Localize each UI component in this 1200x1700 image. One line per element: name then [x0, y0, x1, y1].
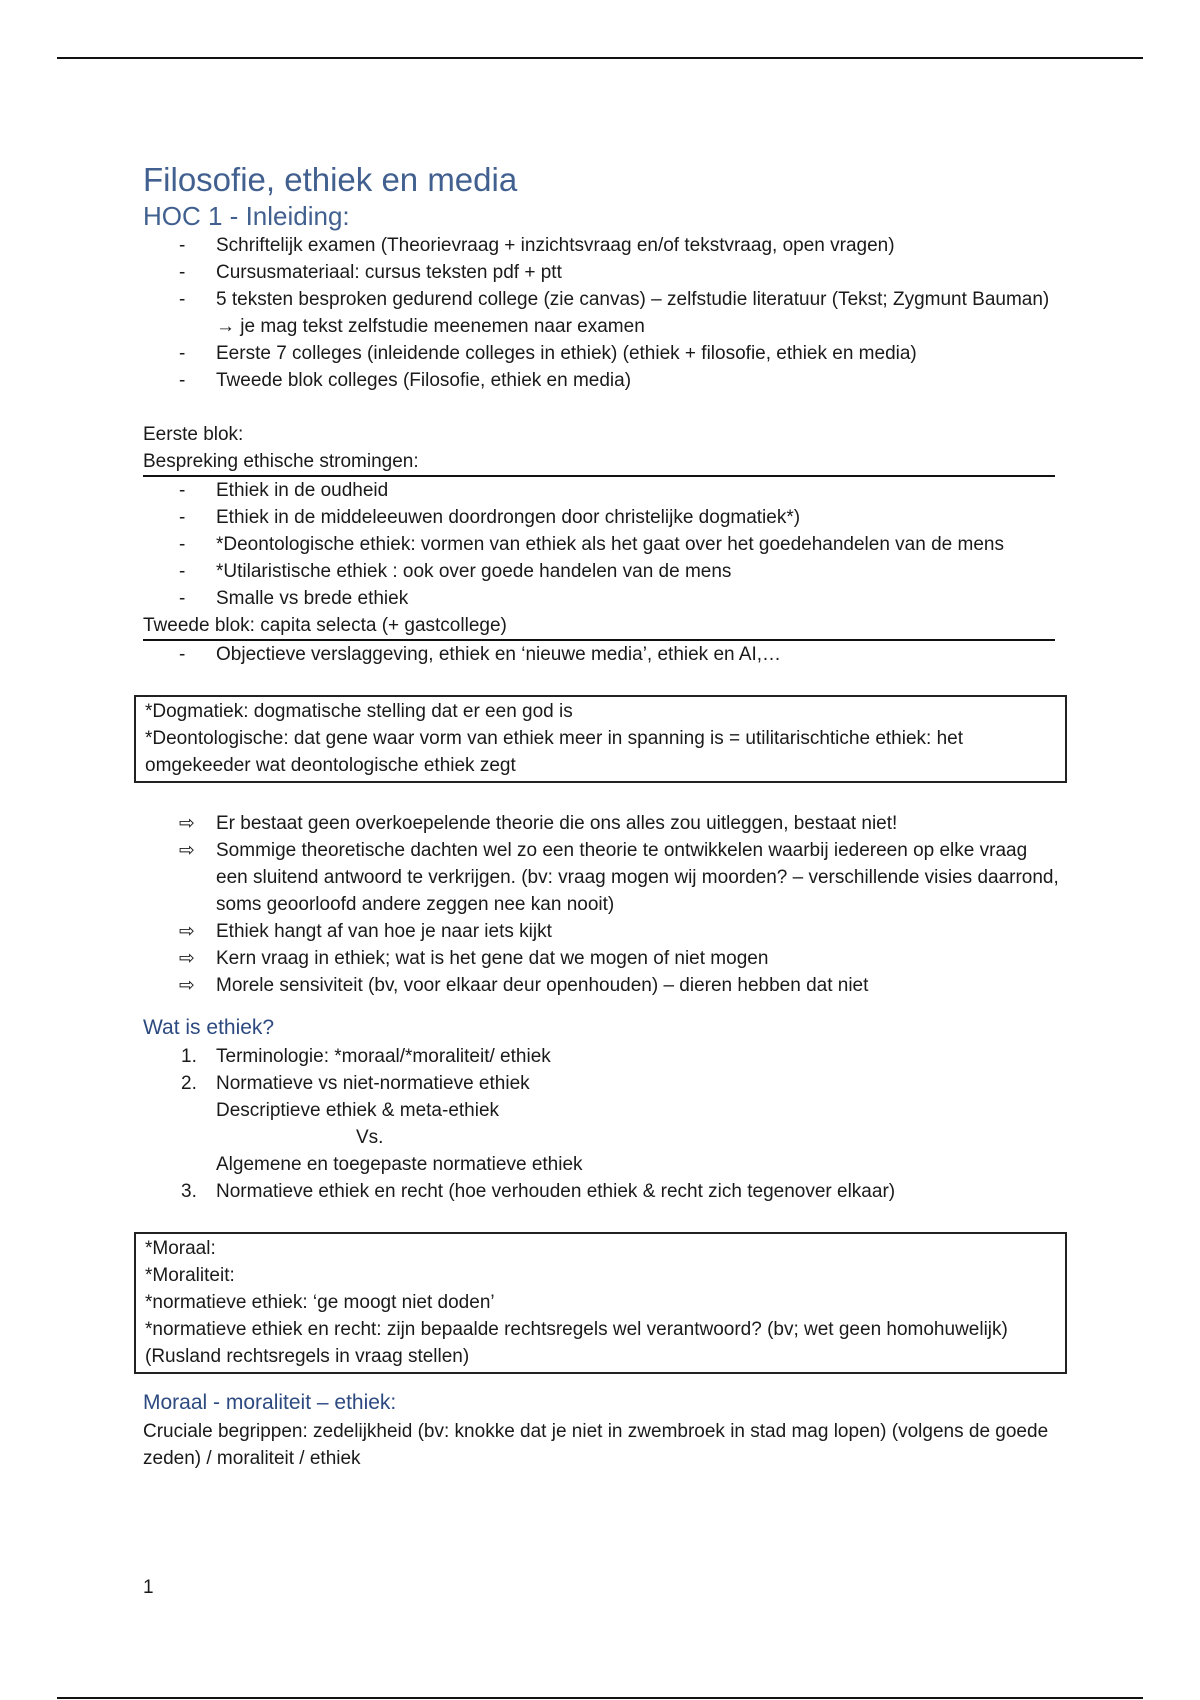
box-line: *Dogmatiek: dogmatische stelling dat er een god is [145, 701, 573, 722]
numbered-list [143, 1043, 1063, 1205]
arrow-icon: ⇨ [179, 813, 195, 834]
dash-marker: - [179, 507, 186, 528]
list-item: - Tweede blok colleges (Filosofie, ethiek en media) [143, 367, 1063, 394]
list-item: - Objectieve verslaggeving, ethiek en ‘nieuwe media’, ethiek en AI,… [143, 641, 1063, 668]
intro-list [143, 232, 1063, 394]
dash-marker: - [179, 262, 186, 283]
arrow-icon: ⇨ [179, 948, 195, 969]
arrow-icon: ⇨ [179, 921, 195, 942]
block1-label: Eerste blok: [143, 424, 244, 445]
list-item: - 5 teksten besproken gedurend college (zie canvas) – zelfstudie literatuur (Tekst; Zygmunt Bauman) → je mag tekst zelfstudie meenemen naar examen [143, 286, 1063, 340]
dash-marker: - [179, 644, 186, 665]
dash-marker: - [179, 370, 186, 391]
moraal-paragraph: Cruciale begrippen: zedelijkheid (bv: knokke dat je niet in zwembroek in stad mag lopen) (volgens de goede zeden) / moraliteit / ethiek [143, 1421, 1049, 1469]
document-title: Filosofie, ethiek en media [143, 161, 518, 198]
dash-marker: - [179, 480, 186, 501]
list-item: 1. Terminologie: *moraal/*moraliteit/ ethiek [143, 1043, 1063, 1070]
dash-marker: - [179, 588, 186, 609]
list-item: ⇨ Ethiek hangt af van hoe je naar iets kijkt [143, 918, 1063, 945]
list-item: - Smalle vs brede ethiek [143, 585, 1063, 612]
arrow-icon: ⇨ [179, 840, 195, 861]
wat-is-ethiek-heading: Wat is ethiek? [143, 1016, 275, 1039]
block1-heading: Bespreking ethische stromingen: [143, 448, 1055, 477]
sub-line: Descriptieve ethiek & meta-ethiek [216, 1100, 500, 1121]
sub-line-vs: Vs. [356, 1127, 384, 1148]
page-content [143, 160, 1063, 1472]
list-item: - Ethiek in de oudheid [143, 477, 1063, 504]
page-number: 1 [143, 1577, 154, 1598]
list-item: ⇨ Morele sensiviteit (bv, voor elkaar deur openhouden) – dieren hebben dat niet [143, 972, 1063, 999]
arrow-icon: ⇨ [179, 975, 195, 996]
list-item: ⇨ Kern vraag in ethiek; wat is het gene dat we mogen of niet mogen [143, 945, 1063, 972]
list-item: - Ethiek in de middeleeuwen doordrongen door christelijke dogmatiek*) [143, 504, 1063, 531]
list-item: - *Deontologische ethiek: vormen van ethiek als het gaat over het goedehandelen van de mens [143, 531, 1063, 558]
list-item: - Cursusmateriaal: cursus teksten pdf + ptt [143, 259, 1063, 286]
list-item: - Eerste 7 colleges (inleidende colleges in ethiek) (ethiek + filosofie, ethiek en media) [143, 340, 1063, 367]
number-marker: 1. [181, 1046, 197, 1067]
hoc-heading: HOC 1 - Inleiding: [143, 201, 350, 231]
sub-line: Algemene en toegepaste normatieve ethiek [216, 1154, 583, 1175]
dash-marker: - [179, 235, 186, 256]
list-item: - Schriftelijk examen (Theorievraag + inzichtsvraag en/of tekstvraag, open vragen) [143, 232, 1063, 259]
list-item: ⇨ Er bestaat geen overkoepelende theorie die ons alles zou uitleggen, bestaat niet! [143, 810, 1063, 837]
note-box-moraal [134, 1232, 1067, 1374]
box-line: *Moraal: [145, 1238, 216, 1259]
number-marker: 2. [181, 1073, 197, 1094]
block1-list [143, 477, 1063, 612]
note-box-dogmatiek [134, 695, 1067, 783]
list-item: 2. Normatieve vs niet-normatieve ethiek Descriptieve ethiek & meta-ethiek Vs. Algemene en toegepaste normatieve ethiek [143, 1070, 1063, 1178]
box-line: *normatieve ethiek: ‘ge moogt niet doden’ [145, 1292, 495, 1313]
dash-marker: - [179, 343, 186, 364]
list-item: 3. Normatieve ethiek en recht (hoe verhouden ethiek & recht zich tegenover elkaar) [143, 1178, 1063, 1205]
header-rule [57, 57, 1143, 59]
footer-rule [57, 1697, 1143, 1699]
dash-marker: - [179, 561, 186, 582]
block2-heading: Tweede blok: capita selecta (+ gastcollege) [143, 612, 1055, 641]
list-item: - *Utilaristische ethiek : ook over goede handelen van de mens [143, 558, 1063, 585]
dash-marker: - [179, 289, 186, 310]
dash-marker: - [179, 534, 186, 555]
box-line: *Deontologische: dat gene waar vorm van ethiek meer in spanning is = utilitarischtiche ethiek: het omgekeeder wat deontologische ethiek zegt [145, 728, 963, 776]
box-line: *normatieve ethiek en recht: zijn bepaalde rechtsregels wel verantwoord? (bv; wet geen homohuwelijk) (Rusland rechtsregels in vraag stellen) [145, 1319, 1008, 1367]
moraal-heading: Moraal - moraliteit – ethiek: [143, 1391, 397, 1414]
number-marker: 3. [181, 1181, 197, 1202]
arrow-list [143, 810, 1063, 999]
block2-list [143, 641, 1063, 668]
box-line: *Moraliteit: [145, 1265, 235, 1286]
list-item: ⇨ Sommige theoretische dachten wel zo een theorie te ontwikkelen waarbij iedereen op elke vraag een sluitend antwoord te verkrijgen. (bv: vraag mogen wij moorden? – verschillende visies daarrond, soms geoorloofd andere zeggen nee kan nooit) [143, 837, 1063, 918]
